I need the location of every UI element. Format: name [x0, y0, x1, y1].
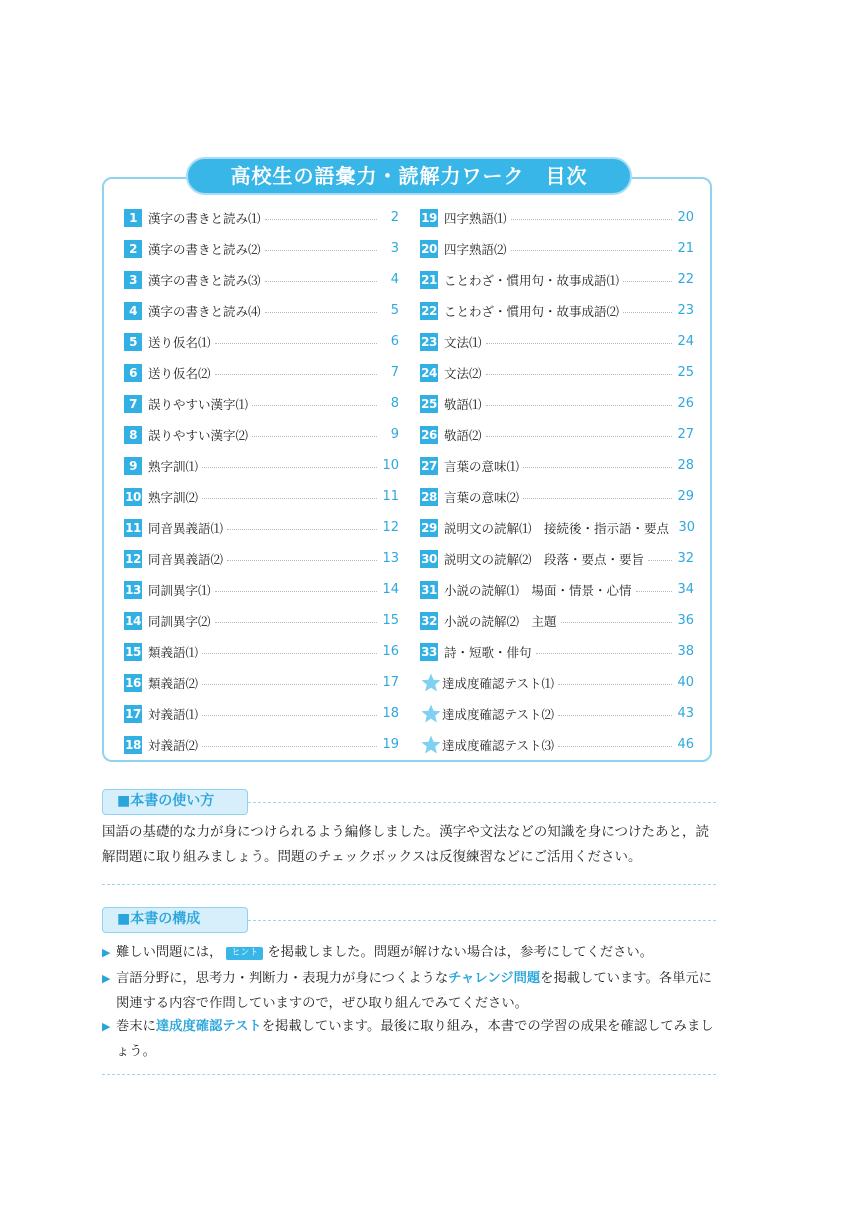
toc-page-number: 14 [382, 582, 399, 597]
toc-number-badge: 28 [421, 489, 437, 504]
toc-page-number: 7 [390, 365, 399, 380]
toc-row [124, 326, 399, 357]
toc-row [124, 605, 399, 636]
star-icon [420, 673, 442, 693]
toc-number-badge: 18 [125, 737, 141, 752]
dot-leader [265, 250, 377, 251]
dot-leader [265, 219, 377, 220]
toc-number-badge: 12 [125, 551, 141, 566]
dot-leader [636, 591, 672, 592]
toc-label: 対義語⑴ [148, 706, 199, 722]
dot-leader [202, 684, 377, 685]
toc-label: 文法⑴ [444, 334, 482, 350]
toc-row [420, 295, 694, 326]
toc-number-badge: 14 [125, 613, 141, 628]
toc-label: 同訓異字⑵ [148, 613, 211, 629]
dot-leader [202, 746, 377, 747]
toc-label: 同音異義語⑴ [148, 520, 224, 536]
toc-row [124, 295, 399, 326]
test-highlight: 達成度確認テスト [155, 1019, 262, 1034]
toc-row [124, 667, 399, 698]
dot-leader [215, 622, 377, 623]
toc-label: 説明文の読解⑴ 接続後・指示語・要点 [444, 520, 670, 536]
toc-page-number: 9 [390, 427, 399, 442]
toc-label: 漢字の書きと読み⑷ [148, 303, 261, 319]
dot-leader [558, 715, 672, 716]
toc-row [124, 202, 399, 233]
toc-number-badge: 25 [421, 396, 437, 411]
challenge-highlight: チャレンジ問題 [448, 971, 541, 986]
toc-label: 熟字訓⑴ [148, 458, 199, 474]
toc-row [124, 512, 399, 543]
dot-leader [215, 374, 377, 375]
toc-number-badge: 16 [125, 675, 141, 690]
toc-page-number: 13 [382, 551, 399, 566]
toc-label: 誤りやすい漢字⑴ [148, 396, 249, 412]
toc-row [124, 481, 399, 512]
toc-number-badge: 30 [421, 551, 437, 566]
toc-row [420, 357, 694, 388]
toc-row [420, 512, 694, 543]
usage-divider [102, 884, 716, 885]
toc-row [124, 636, 399, 667]
toc-row [124, 729, 399, 760]
toc-row [124, 419, 399, 450]
toc-label: 説明文の読解⑵ 段落・要点・要旨 [444, 551, 645, 567]
toc-label: 漢字の書きと読み⑶ [148, 272, 261, 288]
toc-left-column [124, 202, 399, 760]
toc-label: 敬語⑴ [444, 396, 482, 412]
toc-row [420, 388, 694, 419]
toc-row [124, 264, 399, 295]
toc-label: 類義語⑵ [148, 675, 199, 691]
toc-page-number: 5 [390, 303, 399, 318]
hint-badge: ヒント [226, 947, 263, 960]
toc-row [420, 450, 694, 481]
dot-leader [265, 312, 377, 313]
toc-page-number: 18 [382, 706, 399, 721]
toc-page-number: 10 [382, 458, 399, 473]
star-icon [420, 704, 442, 724]
toc-number-badge: 23 [421, 334, 437, 349]
structure-divider [102, 1074, 716, 1075]
toc-number-badge: 22 [421, 303, 437, 318]
toc-page-number: 36 [677, 613, 694, 628]
toc-label: 漢字の書きと読み⑴ [148, 210, 261, 226]
structure-bullet-challenge: ▶ 言語分野に，思考力・判断力・表現力が身につくようなチャレンジ問題を掲載しています。各単元に関連する内容で作問していますので，ぜひ取り組んでみてください。 [102, 966, 718, 1016]
dot-leader [558, 684, 672, 685]
dot-leader [202, 467, 377, 468]
toc-row [420, 481, 694, 512]
toc-page-number: 20 [677, 210, 694, 225]
structure-bullet-test: ▶ 巻末に達成度確認テストを掲載しています。最後に取り組み，本書での学習の成果を確認してみましょう。 [102, 1014, 718, 1064]
toc-number-badge: 3 [124, 271, 142, 289]
toc-label: 四字熟語⑴ [444, 210, 507, 226]
toc-row [124, 543, 399, 574]
toc-label: 誤りやすい漢字⑵ [148, 427, 249, 443]
toc-label: 小説の読解⑵ 主題 [444, 613, 557, 629]
toc-row [420, 574, 694, 605]
toc-number-badge: 29 [421, 520, 437, 535]
toc-label: 送り仮名⑴ [148, 334, 211, 350]
toc-page-number: 46 [677, 737, 694, 752]
toc-row [420, 233, 694, 264]
dot-leader [252, 405, 377, 406]
toc-label: ことわざ・慣用句・故事成語⑴ [444, 272, 620, 288]
toc-page-number: 3 [390, 241, 399, 256]
dot-leader [648, 560, 672, 561]
bullet-triangle-icon: ▶ [102, 1020, 111, 1033]
toc-number-badge: 9 [124, 457, 142, 475]
toc-page-number: 22 [677, 272, 694, 287]
toc-label: 達成度確認テスト⑴ [442, 675, 555, 691]
toc-page-number: 4 [390, 272, 399, 287]
toc-label: 達成度確認テスト⑵ [442, 706, 555, 722]
dot-leader [523, 467, 672, 468]
toc-right-column [420, 202, 694, 760]
toc-page-number: 26 [677, 396, 694, 411]
toc-number-badge: 4 [124, 302, 142, 320]
toc-page-number: 19 [382, 737, 399, 752]
dot-leader [227, 560, 377, 561]
toc-number-badge: 15 [125, 644, 141, 659]
toc-label: 同訓異字⑴ [148, 582, 211, 598]
toc-page-number: 6 [390, 334, 399, 349]
toc-test-row [420, 698, 694, 729]
dot-leader [511, 219, 672, 220]
toc-number-badge: 24 [421, 365, 437, 380]
toc-page-number: 21 [677, 241, 694, 256]
toc-label: ことわざ・慣用句・故事成語⑵ [444, 303, 620, 319]
dot-leader [202, 498, 377, 499]
toc-label: 熟字訓⑵ [148, 489, 199, 505]
usage-heading: ■本書の使い方 [102, 789, 248, 815]
toc-number-badge: 31 [421, 582, 437, 597]
toc-row [420, 264, 694, 295]
dot-leader [215, 591, 377, 592]
toc-page-number: 23 [677, 303, 694, 318]
toc-label: 四字熟語⑵ [444, 241, 507, 257]
toc-test-row [420, 667, 694, 698]
toc-page-number: 38 [677, 644, 694, 659]
toc-number-badge: 13 [125, 582, 141, 597]
toc-number-badge: 11 [125, 520, 141, 535]
toc-number-badge: 27 [421, 458, 437, 473]
dot-leader [215, 343, 377, 344]
toc-page-number: 28 [677, 458, 694, 473]
toc-number-badge: 21 [421, 272, 437, 287]
toc-row [124, 450, 399, 481]
usage-header-rule [248, 802, 716, 803]
toc-row [124, 574, 399, 605]
toc-number-badge: 8 [124, 426, 142, 444]
toc-row [420, 419, 694, 450]
toc-page-number: 16 [382, 644, 399, 659]
toc-number-badge: 1 [124, 209, 142, 227]
bullet-triangle-icon: ▶ [102, 946, 111, 959]
dot-leader [486, 436, 672, 437]
toc-page-number: 15 [382, 613, 399, 628]
toc-page-number: 8 [390, 396, 399, 411]
toc-label: 敬語⑵ [444, 427, 482, 443]
dot-leader [486, 343, 672, 344]
toc-row [420, 202, 694, 233]
toc-number-badge: 19 [421, 210, 437, 225]
toc-page-number: 34 [677, 582, 694, 597]
toc-label: 文法⑵ [444, 365, 482, 381]
toc-row [124, 698, 399, 729]
toc-number-badge: 5 [124, 333, 142, 351]
dot-leader [536, 653, 672, 654]
dot-leader [486, 405, 672, 406]
toc-number-badge: 20 [421, 241, 437, 256]
toc-page-number: 11 [382, 489, 399, 504]
toc-label: 同音異義語⑵ [148, 551, 224, 567]
toc-row [124, 388, 399, 419]
structure-heading: ■本書の構成 [102, 907, 248, 933]
toc-label: 類義語⑴ [148, 644, 199, 660]
toc-page-number: 43 [677, 706, 694, 721]
toc-number-badge: 6 [124, 364, 142, 382]
dot-leader [252, 436, 377, 437]
dot-leader [561, 622, 672, 623]
toc-number-badge: 7 [124, 395, 142, 413]
dot-leader [227, 529, 377, 530]
toc-label: 漢字の書きと読み⑵ [148, 241, 261, 257]
toc-page-number: 29 [677, 489, 694, 504]
toc-label: 詩・短歌・俳句 [444, 644, 532, 660]
dot-leader [523, 498, 672, 499]
toc-page-number: 25 [677, 365, 694, 380]
toc-number-badge: 2 [124, 240, 142, 258]
dot-leader [202, 715, 377, 716]
toc-label: 送り仮名⑵ [148, 365, 211, 381]
toc-row [420, 326, 694, 357]
dot-leader [623, 312, 672, 313]
dot-leader [265, 281, 377, 282]
toc-row [420, 605, 694, 636]
toc-page-number: 40 [677, 675, 694, 690]
structure-header-rule [248, 920, 716, 921]
dot-leader [558, 746, 672, 747]
toc-label: 対義語⑵ [148, 737, 199, 753]
star-icon [420, 735, 442, 755]
dot-leader [202, 653, 377, 654]
toc-page-number: 30 [678, 520, 696, 535]
toc-number-badge: 10 [125, 489, 141, 504]
toc-number-badge: 26 [421, 427, 437, 442]
toc-test-row [420, 729, 694, 760]
toc-page-number: 12 [382, 520, 399, 535]
toc-row [124, 233, 399, 264]
toc-row [420, 543, 694, 574]
toc-label: 言葉の意味⑴ [444, 458, 520, 474]
dot-leader [511, 250, 672, 251]
dot-leader [486, 374, 672, 375]
structure-section-header [102, 907, 716, 933]
toc-number-badge: 33 [421, 644, 437, 659]
toc-label: 小説の読解⑴ 場面・情景・心情 [444, 582, 632, 598]
toc-label: 達成度確認テスト⑶ [442, 737, 555, 753]
toc-number-badge: 32 [421, 613, 437, 628]
toc-number-badge: 17 [125, 706, 141, 721]
usage-text: 国語の基礎的な力が身につけられるよう編修しました。漢字や文法などの知識を身につけたあと，読解問題に取り組みましょう。問題のチェックボックスは反復練習などにご活用ください。 [102, 824, 709, 865]
toc-row [124, 357, 399, 388]
toc-page-number: 24 [677, 334, 694, 349]
toc-page-number: 2 [390, 210, 399, 225]
dot-leader [623, 281, 672, 282]
toc-label: 言葉の意味⑵ [444, 489, 520, 505]
toc-title: 高校生の語彙力・読解力ワーク 目次 [186, 157, 632, 195]
toc-page-number: 17 [382, 675, 399, 690]
bullet-triangle-icon: ▶ [102, 972, 111, 985]
usage-section-header [102, 789, 716, 815]
toc-row [420, 636, 694, 667]
structure-bullet-hint: ▶ 難しい問題には， ヒント を掲載しました。問題が解けない場合は，参考にしてください。 [102, 940, 718, 965]
toc-page-number: 32 [677, 551, 694, 566]
toc-page-number: 27 [677, 427, 694, 442]
